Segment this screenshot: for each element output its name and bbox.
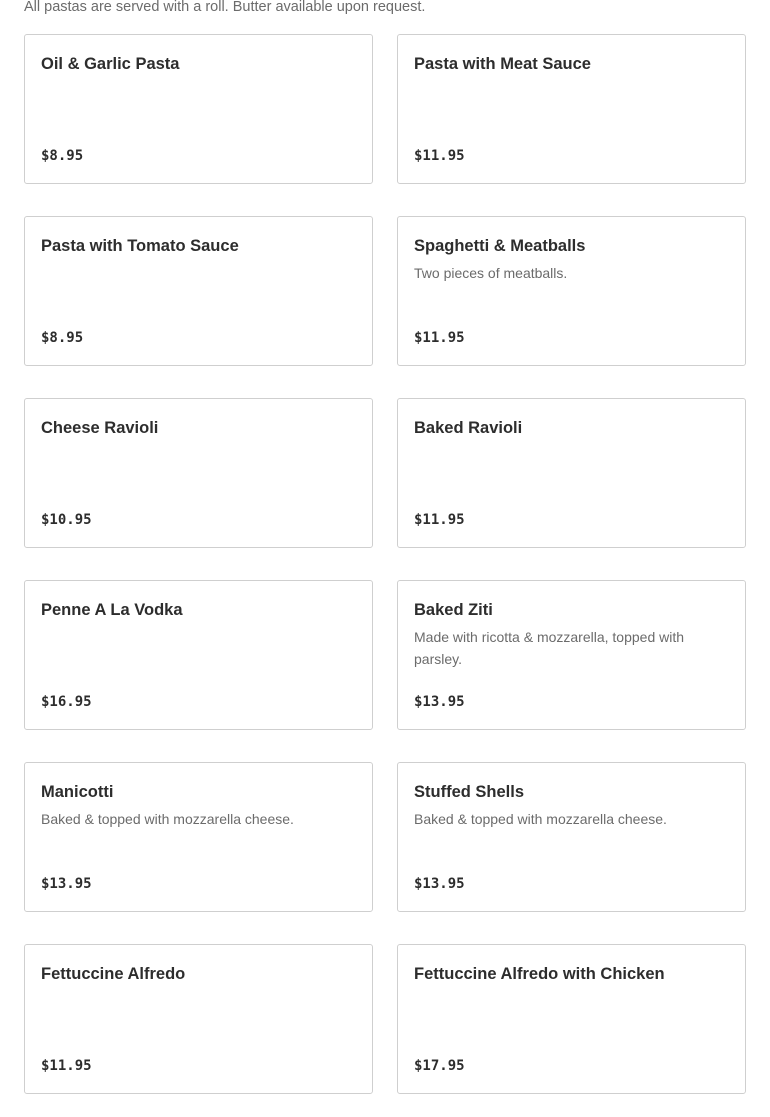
menu-item-name: Fettuccine Alfredo with Chicken: [414, 965, 665, 983]
menu-item-price: $8.95: [41, 148, 84, 164]
menu-item-price: $17.95: [414, 1058, 465, 1074]
menu-item-price: $10.95: [41, 512, 92, 528]
menu-item-name: Oil & Garlic Pasta: [41, 55, 180, 73]
menu-item-description: Baked & topped with mozzarella cheese.: [414, 811, 667, 827]
menu-item-card[interactable]: [24, 216, 373, 366]
menu-item-card[interactable]: [24, 34, 373, 184]
menu-item-name: Stuffed Shells: [414, 783, 525, 801]
menu-item-name: Baked Ravioli: [414, 419, 523, 437]
menu-item-price: $16.95: [41, 694, 92, 710]
menu-item-description: Two pieces of meatballs.: [414, 265, 568, 281]
menu-item-description: Made with ricotta & mozzarella, topped with parsley.: [414, 629, 685, 667]
menu-item-grid: [24, 34, 746, 1094]
menu-item-name: Pasta with Meat Sauce: [414, 55, 591, 73]
menu-item-name: Fettuccine Alfredo: [41, 965, 186, 983]
menu-item-price: $11.95: [414, 512, 465, 528]
menu-item-price: $11.95: [41, 1058, 92, 1074]
menu-item-price: $13.95: [41, 876, 92, 892]
menu-item-card[interactable]: [397, 762, 746, 912]
menu-item-price: $13.95: [414, 694, 465, 710]
menu-item-name: Spaghetti & Meatballs: [414, 237, 586, 255]
menu-item-name: Cheese Ravioli: [41, 419, 159, 437]
menu-item-price: $11.95: [414, 330, 465, 346]
menu-item-card[interactable]: [397, 398, 746, 548]
menu-item-price: $8.95: [41, 330, 84, 346]
menu-item-card[interactable]: [397, 944, 746, 1094]
menu-item-price: $11.95: [414, 148, 465, 164]
menu-item-name: Pasta with Tomato Sauce: [41, 237, 239, 255]
menu-item-card[interactable]: [24, 762, 373, 912]
menu-item-card[interactable]: [24, 580, 373, 730]
menu-item-card[interactable]: [397, 216, 746, 366]
menu-item-name: Manicotti: [41, 783, 114, 801]
section-description: All pastas are served with a roll. Butter available upon request.: [24, 0, 426, 15]
menu-item-description: Baked & topped with mozzarella cheese.: [41, 811, 294, 827]
menu-item-name: Penne A La Vodka: [41, 601, 183, 619]
menu-item-card[interactable]: [24, 398, 373, 548]
menu-item-name: Baked Ziti: [414, 601, 493, 619]
menu-item-price: $13.95: [414, 876, 465, 892]
menu-item-card[interactable]: [397, 580, 746, 730]
menu-item-card[interactable]: [24, 944, 373, 1094]
menu-item-card[interactable]: [397, 34, 746, 184]
